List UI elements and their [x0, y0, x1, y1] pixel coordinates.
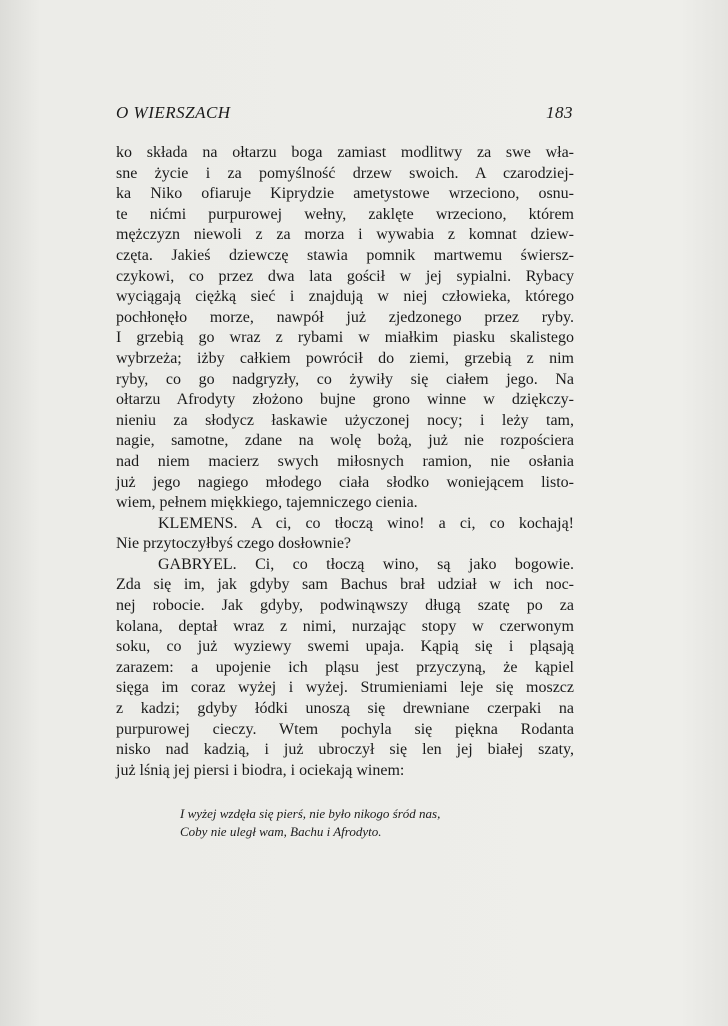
- text-line: mężczyzn niewoli z za morza i wywabia z komnat dziew-: [116, 226, 574, 244]
- dialogue-line-gabryel: GABRYEL. Ci, co tłoczą wino, są jako bogowie.: [158, 555, 574, 573]
- text-line: ołtarzu Afrodyty złożono bujne grono winne w dziękczy-: [116, 391, 574, 409]
- page-header: [116, 103, 573, 127]
- text-line: wybrzeża; iżby całkiem powrócił do ziemi, grzebią z nim: [116, 349, 574, 367]
- text-line: z kadzi; gdyby łódki unoszą się drewniane czerpaki na: [116, 700, 574, 718]
- text-line: zarazem: a upojenie ich pląsu jest przyczyną, że kąpiel: [116, 658, 574, 676]
- page-number: 183: [546, 103, 573, 122]
- text-line: ka Niko ofiaruje Kiprydzie ametystowe wrzeciono, osnu-: [116, 185, 574, 203]
- text-line: Zda się im, jak gdyby sam Bachus brał udział w ich noc-: [116, 576, 574, 594]
- body-text: [116, 143, 574, 781]
- verse-quote: [180, 805, 560, 841]
- text-line: nagie, samotne, zdane na wolę bożą, już nie rozpościera: [116, 432, 574, 450]
- text-line: te nićmi purpurowej wełny, zaklęte wrzeciono, którem: [116, 205, 574, 223]
- verse-line: I wyżej wzdęła się pierś, nie było nikogo śród nas,: [180, 806, 441, 821]
- text-line: wyciągają ciężką sieć i znajdują w niej człowieka, którego: [116, 288, 574, 306]
- verse-line: Coby nie uległ wam, Bachu i Afrodyto.: [180, 824, 382, 839]
- text-line: czykowi, co przez dwa lata gościł w jej sypialni. Rybacy: [116, 267, 574, 285]
- text-line: wiem, pełnem miękkiego, tajemniczego cienia.: [116, 494, 418, 512]
- text-line: już lśnią jej piersi i biodra, i ociekają winem:: [116, 761, 405, 779]
- text-line: częta. Jakieś dziewczę stawia pomnik martwemu świersz-: [116, 246, 574, 264]
- text-line: już jego nagiego młodego ciała słodko woniejącem listo-: [116, 473, 574, 491]
- text-line: ko składa na ołtarzu boga zamiast modlitwy za swe wła-: [116, 144, 574, 161]
- text-line: nieniu za słodycz łaskawie użyczonej nocy; i leży tam,: [116, 411, 574, 429]
- text-line: nej robocie. Jak gdyby, podwinąwszy długą szatę po za: [116, 597, 574, 615]
- text-line: Nie przytoczyłbyś czego dosłownie?: [116, 535, 352, 553]
- text-line: nad niem macierz swych miłosnych ramion, nie osłania: [116, 452, 574, 470]
- running-title: O WIERSZACH: [116, 103, 231, 122]
- text-line: sięga im coraz wyżej i wyżej. Strumieniami leje się moszcz: [116, 679, 574, 697]
- text-line: I grzebią go wraz z rybami w miałkim piasku skalistego: [116, 329, 574, 347]
- text-line: sne życie i za pomyślność drzew swoich. A czarodziej-: [116, 164, 574, 182]
- text-line: kolana, deptał wraz z nimi, nurzając stopy w czerwonym: [116, 617, 574, 635]
- text-line: purpurowej cieczy. Wtem pochyla się piękna Rodanta: [116, 720, 574, 738]
- text-line: soku, co już wyziewy swemi upaja. Kąpią się i pląsają: [116, 638, 574, 656]
- text-line: nisko nad kadzią, i już ubroczył się len jej białej szaty,: [116, 741, 574, 759]
- text-line: pochłonęło morze, nawpół już zjedzonego przez ryby.: [116, 308, 574, 326]
- text-line: ryby, co go nadgryzły, co żywiły się ciałem jego. Na: [116, 370, 574, 388]
- dialogue-line-klemens: KLEMENS. A ci, co tłoczą wino! a ci, co kochają!: [158, 514, 574, 532]
